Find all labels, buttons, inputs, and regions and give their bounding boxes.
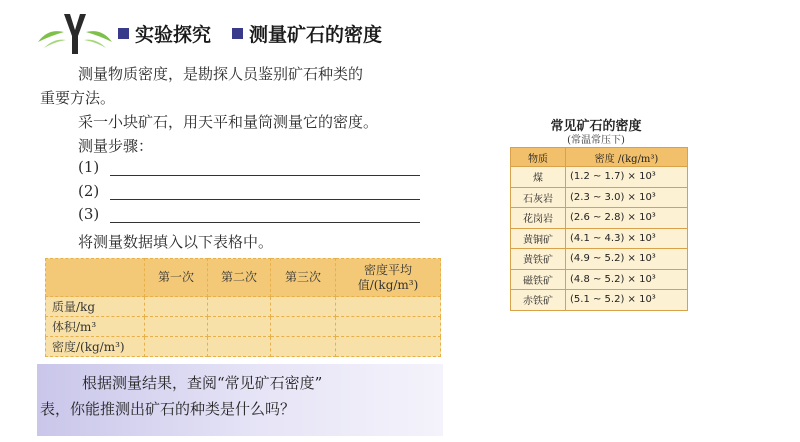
table-row <box>46 337 441 357</box>
square-bullet-icon <box>118 28 129 39</box>
experiment-logo-icon <box>30 8 120 58</box>
section-heading <box>118 20 211 47</box>
measurement-table <box>45 258 441 357</box>
step-3-answer-line[interactable] <box>110 222 420 223</box>
mineral-name: 磁铁矿 <box>511 269 566 290</box>
row-label-density: 密度/(kg/m³) <box>46 337 145 357</box>
mineral-density: (5.1 ~ 5.2) × 10³ <box>566 290 688 311</box>
mineral-density: (4.9 ~ 5.2) × 10³ <box>566 249 688 270</box>
table-cell[interactable] <box>336 297 441 317</box>
table-cell[interactable] <box>271 337 336 357</box>
step-1-label: (1) <box>78 158 100 176</box>
table-header-trial-3: 第三次 <box>271 259 336 297</box>
mineral-name: 赤铁矿 <box>511 290 566 311</box>
reference-title: 常见矿石的密度 <box>550 119 642 134</box>
table-header-average: 密度平均值/(kg/m³) <box>336 259 441 297</box>
page-title-text: 测量矿石的密度 <box>249 24 383 46</box>
steps-heading: 测量步骤： <box>78 137 154 155</box>
table-cell[interactable] <box>145 297 208 317</box>
table-cell[interactable] <box>208 337 271 357</box>
mineral-density: (2.3 ~ 3.0) × 10³ <box>566 187 688 208</box>
table-row <box>511 167 688 188</box>
table-cell[interactable] <box>208 317 271 337</box>
step-3-label: (3) <box>78 205 100 223</box>
intro-line-1: 测量物质密度，是勘探人员鉴别矿石种类的 <box>78 65 364 83</box>
step-2-label: (2) <box>78 182 100 200</box>
intro-line-3: 采一小块矿石，用天平和量筒测量它的密度。 <box>78 113 379 131</box>
square-bullet-icon <box>232 28 243 39</box>
table-cell[interactable] <box>336 337 441 357</box>
section-label: 实验探究 <box>135 24 212 46</box>
question-line-1: 根据测量结果，查阅“常见矿石密度” <box>82 374 323 392</box>
mineral-density: (4.8 ~ 5.2) × 10³ <box>566 269 688 290</box>
mineral-density: (4.1 ~ 4.3) × 10³ <box>566 228 688 249</box>
row-label-volume: 体积/m³ <box>46 317 145 337</box>
table-header-blank <box>46 259 145 297</box>
step-1-answer-line[interactable] <box>110 175 420 176</box>
page-title <box>232 20 382 47</box>
row-label-mass: 质量/kg <box>46 297 145 317</box>
table-row <box>46 297 441 317</box>
table-row <box>511 249 688 270</box>
table-cell[interactable] <box>271 317 336 337</box>
reference-header-substance: 物质 <box>511 148 566 167</box>
reference-header-row <box>511 148 688 167</box>
mineral-name: 黄铜矿 <box>511 228 566 249</box>
table-cell[interactable] <box>145 317 208 337</box>
reference-subtitle: (常温常压下) <box>567 135 625 146</box>
reference-table <box>510 147 688 311</box>
mineral-name: 石灰岩 <box>511 187 566 208</box>
mineral-name: 煤 <box>511 167 566 188</box>
reference-header-density: 密度 /(kg/m³) <box>566 148 688 167</box>
mineral-density: (1.2 ~ 1.7) × 10³ <box>566 167 688 188</box>
table-instruction: 将测量数据填入以下表格中。 <box>78 233 274 251</box>
mineral-density: (2.6 ~ 2.8) × 10³ <box>566 208 688 229</box>
table-header-row <box>46 259 441 297</box>
table-row <box>511 269 688 290</box>
table-cell[interactable] <box>208 297 271 317</box>
table-cell[interactable] <box>145 337 208 357</box>
table-cell[interactable] <box>271 297 336 317</box>
mineral-name: 花岗岩 <box>511 208 566 229</box>
table-row <box>46 317 441 337</box>
table-row <box>511 208 688 229</box>
question-line-2: 表，你能推测出矿石的种类是什么吗？ <box>40 400 296 418</box>
intro-line-2: 重要方法。 <box>40 89 116 107</box>
table-row <box>511 290 688 311</box>
table-header-trial-1: 第一次 <box>145 259 208 297</box>
step-2-answer-line[interactable] <box>110 199 420 200</box>
mineral-name: 黄铁矿 <box>511 249 566 270</box>
table-header-trial-2: 第二次 <box>208 259 271 297</box>
table-row <box>511 187 688 208</box>
table-cell[interactable] <box>336 317 441 337</box>
table-row <box>511 228 688 249</box>
